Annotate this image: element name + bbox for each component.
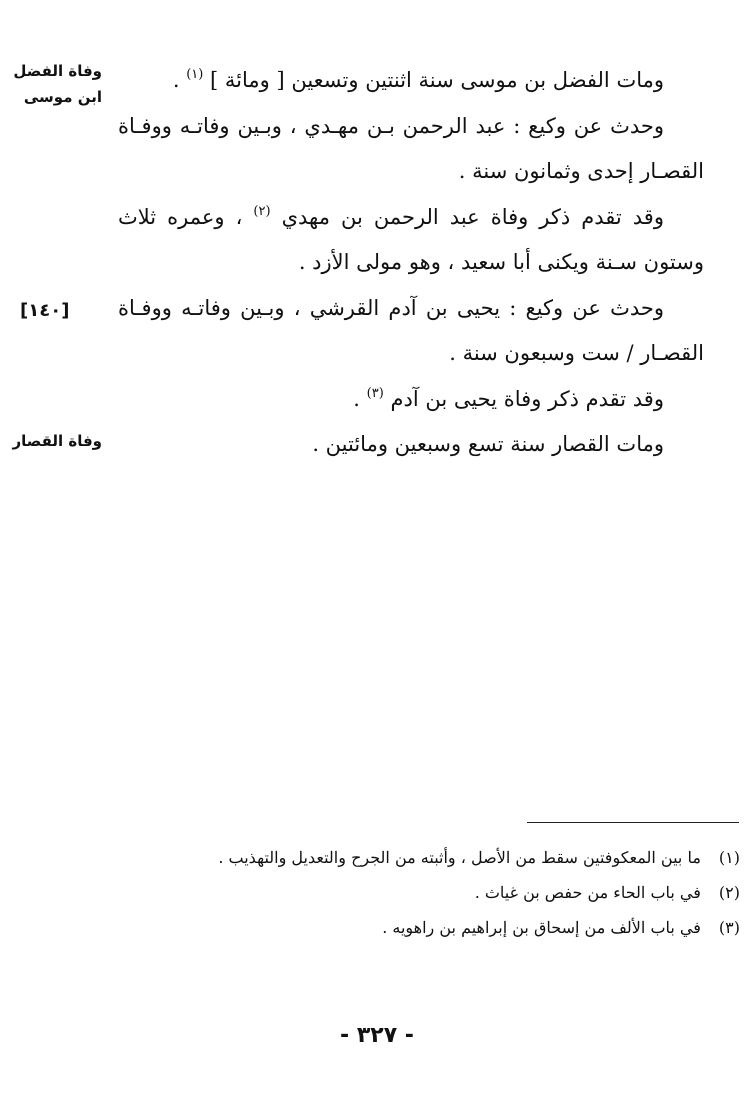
footnote-number: (١) <box>718 848 740 867</box>
paragraph-fadl-death <box>118 58 704 104</box>
footnote-divider <box>527 822 739 823</box>
footnote-1 <box>180 840 740 875</box>
footnote-ref-3: (٣) <box>366 385 384 401</box>
footnote-text: في باب الحاء من حفص بن غياث . <box>474 883 701 902</box>
paragraph-text: وقد تقدم ذكر وفاة عبد الرحمن بن مهدي <box>281 204 664 229</box>
footnote-text: ما بين المعكوفتين سقط من الأصل ، وأثبته من الجرح والتعديل والتهذيب . <box>218 848 701 867</box>
paragraph-text: ومات القصار سنة تسع وسبعين ومائتين . <box>312 432 664 456</box>
footnote-number: (٢) <box>718 883 740 902</box>
paragraph-text: وحدث عن وكيع : يحيى بن آدم القرشي ، وبـين وفاتـه ووفـاة القصـار / ست وسبعون سنة . <box>118 295 704 365</box>
paragraph-text: وقد تقدم ذكر وفاة يحيى بن آدم <box>390 386 664 411</box>
margin-note-line: وفاة الفضل <box>13 62 102 80</box>
footnotes <box>180 840 740 945</box>
footnote-ref-1: (١) <box>186 67 204 82</box>
paragraph-end: . <box>353 386 360 411</box>
paragraph-text: وحدث عن وكيع : عبد الرحمن بـن مهـدي ، وبـين وفاتـه ووفـاة القصـار إحدى وثمانون سنة . <box>118 113 704 183</box>
paragraph-end: . <box>172 68 180 92</box>
paragraph-text: ، وعمره ثلاث وستون سـنة ويكنى أبا سعيد ، وهو مولى الأزد . <box>118 204 704 274</box>
footnote-3 <box>180 910 740 945</box>
paragraph-text: ومات الفضل بن موسى سنة اثنتين وتسعين [ ومائة ] <box>210 68 664 92</box>
footnote-text: في باب الألف من إسحاق بن إبراهيم بن راهويه . <box>382 918 701 937</box>
paragraph-waki-abdulrahman <box>118 104 704 195</box>
footnote-number: (٣) <box>718 918 740 937</box>
margin-note-fadl-death <box>0 58 102 110</box>
main-text <box>118 58 704 468</box>
page-number: - ٣٢٧ - <box>340 1023 414 1048</box>
footnote-ref-2: (٢) <box>253 203 271 219</box>
paragraph-waki-yahya <box>118 286 704 377</box>
margin-note-qassar-death <box>0 428 102 454</box>
folio-marker: [١٤٠] <box>20 300 70 321</box>
paragraph-yahya-death <box>118 377 704 423</box>
paragraph-qassar-death <box>118 422 704 468</box>
margin-note-line: ابن موسى <box>23 88 102 106</box>
footnote-2 <box>180 875 740 910</box>
margin-note-line: وفاة القصار <box>12 432 102 450</box>
paragraph-abdulrahman-death <box>118 195 704 286</box>
